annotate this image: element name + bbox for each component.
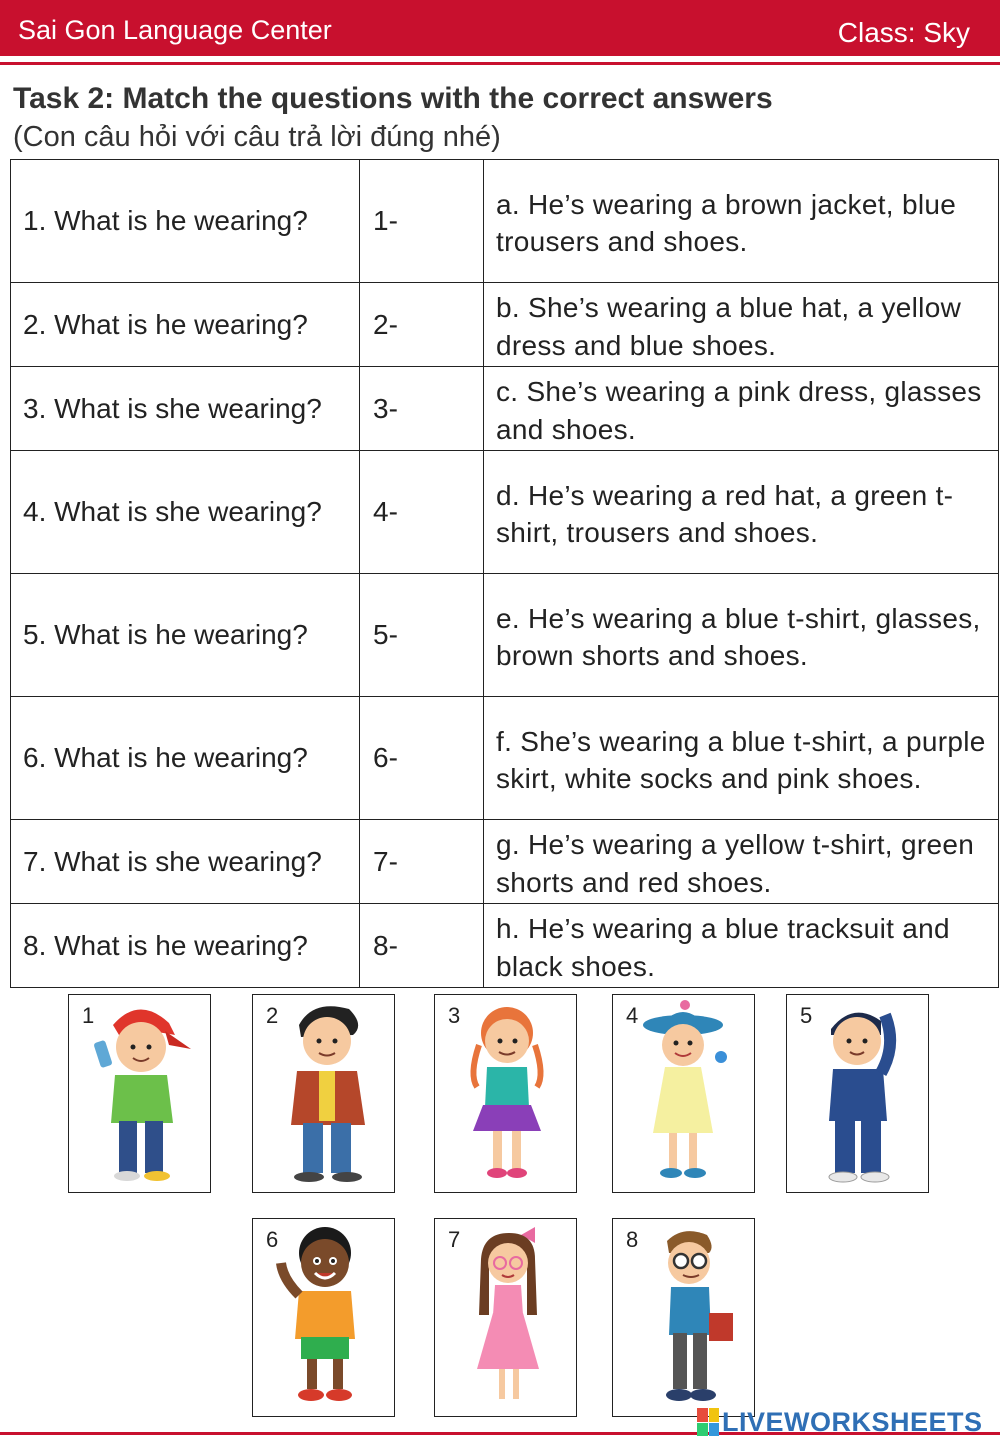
boy-red-cap-green-tshirt-icon — [69, 995, 212, 1194]
picture-number: 7 — [448, 1227, 461, 1252]
header-bar — [0, 0, 1000, 56]
matching-table — [10, 159, 999, 988]
boy-blue-tracksuit-icon — [787, 995, 930, 1194]
picture-card-7 — [434, 1218, 577, 1417]
picture-number: 2 — [266, 1003, 279, 1028]
answer-input-cell[interactable]: 3- — [360, 367, 484, 451]
organization-name: Sai Gon Language Center — [18, 15, 332, 45]
question-cell: 6. What is he wearing? — [11, 697, 360, 820]
question-cell: 5. What is he wearing? — [11, 574, 360, 697]
girl-teal-shirt-purple-skirt-icon — [435, 995, 578, 1194]
boy-brown-jacket-icon — [253, 995, 396, 1194]
answer-option-cell: d. He’s wearing a red hat, a green t- shirt, trousers and shoes. — [484, 451, 999, 574]
answer-input-cell[interactable]: 4- — [360, 451, 484, 574]
answer-input-cell[interactable]: 2- — [360, 283, 484, 367]
answer-option-cell: e. He’s wearing a blue t-shirt, glasses, brown shorts and shoes. — [484, 574, 999, 697]
table-row — [11, 367, 999, 451]
boy-glasses-book-icon — [613, 1219, 756, 1418]
picture-card-3 — [434, 994, 577, 1193]
answer-option-cell: h. He’s wearing a blue tracksuit and black shoes. — [484, 904, 999, 988]
picture-number: 3 — [448, 1003, 461, 1028]
picture-card-1 — [68, 994, 211, 1193]
header-divider — [0, 62, 1000, 65]
picture-number: 1 — [82, 1003, 95, 1028]
question-cell: 8. What is he wearing? — [11, 904, 360, 988]
picture-card-4 — [612, 994, 755, 1193]
logo-text: LIVEWORKSHEETS — [722, 1406, 983, 1437]
table-row — [11, 820, 999, 904]
question-cell: 4. What is she wearing? — [11, 451, 360, 574]
girl-blue-hat-yellow-dress-icon — [613, 995, 756, 1194]
table-row — [11, 160, 999, 283]
picture-card-5 — [786, 994, 929, 1193]
picture-number: 4 — [626, 1003, 639, 1028]
table-row — [11, 283, 999, 367]
task-title: Task 2: Match the questions with the correct answers — [13, 82, 773, 115]
picture-number: 5 — [800, 1003, 813, 1028]
liveworksheets-logo-icon — [697, 1408, 719, 1436]
question-cell: 2. What is he wearing? — [11, 283, 360, 367]
liveworksheets-logo — [697, 1405, 983, 1439]
answer-input-cell[interactable]: 8- — [360, 904, 484, 988]
question-cell: 1. What is he wearing? — [11, 160, 360, 283]
answer-input-cell[interactable]: 6- — [360, 697, 484, 820]
picture-card-2 — [252, 994, 395, 1193]
answer-input-cell[interactable]: 5- — [360, 574, 484, 697]
picture-card-6 — [252, 1218, 395, 1417]
table-row — [11, 697, 999, 820]
class-label: Class: Sky — [837, 17, 970, 48]
table-row — [11, 904, 999, 988]
table-row — [11, 451, 999, 574]
answer-input-cell[interactable]: 7- — [360, 820, 484, 904]
picture-number: 6 — [266, 1227, 279, 1252]
answer-option-cell: a. He’s wearing a brown jacket, blue trousers and shoes. — [484, 160, 999, 283]
question-cell: 3. What is she wearing? — [11, 367, 360, 451]
table-row — [11, 574, 999, 697]
answer-option-cell: b. She’s wearing a blue hat, a yellow dress and blue shoes. — [484, 283, 999, 367]
answer-option-cell: c. She’s wearing a pink dress, glasses and shoes. — [484, 367, 999, 451]
task-subtitle: (Con câu hỏi với câu trả lời đúng nhé) — [13, 121, 501, 153]
picture-card-8 — [612, 1218, 755, 1417]
girl-pink-dress-glasses-icon — [435, 1219, 578, 1418]
boy-orange-shirt-green-shorts-icon — [253, 1219, 396, 1418]
answer-option-cell: f. She’s wearing a blue t-shirt, a purple skirt, white socks and pink shoes. — [484, 697, 999, 820]
question-cell: 7. What is she wearing? — [11, 820, 360, 904]
answer-option-cell: g. He’s wearing a yellow t-shirt, green shorts and red shoes. — [484, 820, 999, 904]
picture-number: 8 — [626, 1227, 639, 1252]
answer-input-cell[interactable]: 1- — [360, 160, 484, 283]
